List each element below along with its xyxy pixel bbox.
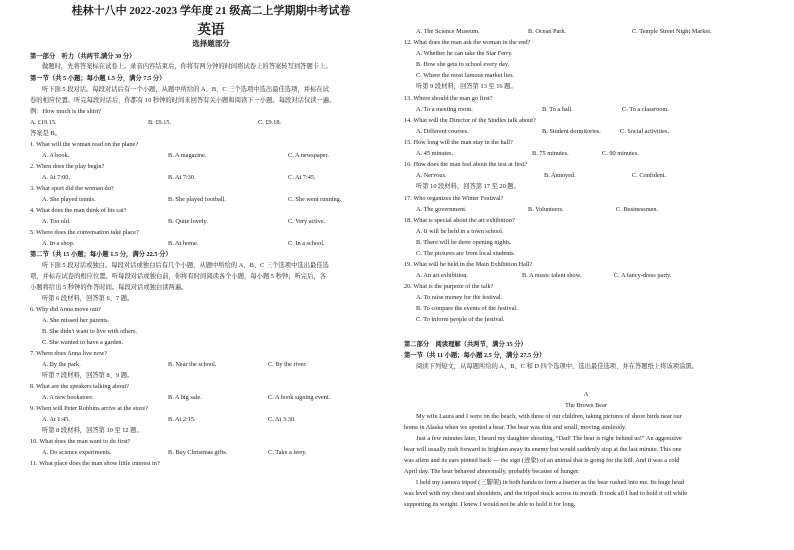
- passage-line: was silent and its ears pinned back — the sign (迹象) of an animal that is going for the kill. And it was a cold: [404, 457, 680, 464]
- option-15b: B. 75 minutes.: [532, 150, 569, 157]
- passage-line: April day. The bear behaved abnormally, probably because of hunger.: [404, 468, 580, 475]
- question-13: 13. Where should the man go first?: [404, 95, 493, 102]
- option-20b: B. To compare the events of the festival.: [416, 305, 518, 312]
- option-9b: B. At 2:15.: [168, 416, 196, 423]
- option-19b: B. A music talent show.: [522, 272, 582, 279]
- option-2c: C. At 7:45.: [288, 174, 316, 181]
- option-8a: A. A new bookstore.: [42, 394, 94, 401]
- sec2-instruction: 听下面 5 段对话或独白。每段对话或独白后有几个小题，从题中所给的 A、B、C 三个选项中选出最佳选: [42, 262, 329, 269]
- option-3a: A. She played tennis.: [42, 196, 96, 203]
- example-question: 例：How much is the shirt?: [30, 108, 102, 115]
- option-17a: A. The government.: [416, 206, 467, 213]
- exam-title: 桂林十八中 2022-2023 学年度 21 级高二上学期期中考试卷: [71, 5, 351, 17]
- option-2a: A. At 7:00.: [42, 174, 70, 181]
- listen-prompt-9: 听第 9 段材料，回答第 13 至 16 题。: [416, 83, 517, 90]
- option-11c: C. Temple Street Night Market.: [632, 28, 712, 35]
- option-9a: A. At 1:45.: [42, 416, 70, 423]
- option-2b: B. At 7:30.: [168, 174, 196, 181]
- option-13a: A. To a meeting room.: [416, 106, 473, 113]
- section-label: 选择题部分: [192, 39, 230, 48]
- option-12c: C. Where the most famous market lies.: [416, 72, 515, 79]
- option-15a: A. 45 minutes.: [416, 150, 454, 157]
- option-6a: A. She missed her parents.: [42, 317, 110, 324]
- subject-title: 英语: [197, 22, 225, 37]
- question-8: 8. What are the speakers talking about?: [30, 383, 130, 390]
- option-10b: B. Buy Christmas gifts.: [168, 449, 228, 456]
- question-19: 19. What will be held in the Main Exhibition Hall?: [404, 261, 533, 268]
- passage-line: supporting its weight. I knew I would not be able to hold it for long.: [404, 501, 576, 508]
- part1-heading: 第一部分 听力（共两节,满分 30 分）: [30, 53, 136, 60]
- question-3: 3. What sport did the woman do?: [30, 185, 114, 192]
- option-6c: C. She wanted to have a garden.: [42, 339, 124, 346]
- listen-prompt-7: 听第 7 段材料，回答第 8、9 题。: [42, 372, 134, 379]
- passage-label: A: [583, 391, 589, 398]
- option-5c: C. In a school.: [288, 240, 325, 247]
- passage-line: Just a few minutes later, I heard my daughter shouting, “Dad! The bear is right behind us!” An aggressive: [416, 435, 682, 442]
- option-14b: B. Student dormitories.: [542, 128, 601, 135]
- sec2-instruction: 小题将给出 5 秒钟的作答时间。每段对话或独白读两遍。: [30, 284, 188, 291]
- question-17: 17. Who organizes the Winter Festival?: [404, 195, 504, 202]
- passage-line: was level with my chest and shoulders, and the tripod stuck across its mouth. It took all I had to hold it off while: [404, 490, 688, 497]
- option-4b: B. Quite lovely.: [168, 218, 208, 225]
- listen-prompt-8: 听第 8 段材料，回答第 10 至 12 题。: [42, 427, 143, 434]
- question-2: 2. When does the play begin?: [30, 163, 105, 170]
- option-5a: A. In a shop.: [42, 240, 75, 247]
- sec1-instruction: 听下面 5 段对话。每段对话后有一个小题，从题中所给的 A、B、C 三个选项中选出最佳选项，并标在试: [42, 86, 329, 93]
- option-17b: B. Volunteers.: [528, 206, 564, 213]
- question-16: 16. How does the man feel about the test at first?: [404, 161, 528, 168]
- option-7c: C. By the river.: [268, 361, 307, 368]
- p2-sec1-heading: 第一节（共 11 小题；每小题 2.5 分，满分 27.5 分）: [404, 352, 546, 359]
- question-6: 6. Why did Anna move out?: [30, 306, 101, 313]
- option-16b: B. Annoyed.: [544, 172, 576, 179]
- option-16a: A. Nervous.: [416, 172, 447, 179]
- question-7: 7. Where does Anna live now?: [30, 350, 108, 357]
- question-14: 14. What will the Director of the Studies talk about?: [404, 117, 536, 124]
- option-1b: B. A magazine.: [168, 152, 207, 159]
- sec1-heading: 第一节（共 5 小题；每小题 1.5 分，满分 7.5 分）: [30, 75, 166, 82]
- sec2-heading: 第二节（共 15 小题；每小题 1.5 分，满分 22.5 分）: [30, 251, 172, 258]
- option-8c: C. A book signing event.: [268, 394, 331, 401]
- option-20c: C. To inform people of the festival.: [416, 316, 505, 323]
- part1-note: 做题时，先将答案标在试卷上。录音内容结束后，你将有两分钟的时间将试卷上的答案转写到答题卡上。: [42, 63, 332, 70]
- option-14a: A. Different courses.: [416, 128, 469, 135]
- option-6b: B. She didn't want to live with others.: [42, 328, 138, 335]
- passage-line: My wife Laura and I were on the beach, with three of our children, taking pictures of shore birds near our: [416, 413, 682, 420]
- example-option: C. £9.18.: [258, 119, 282, 126]
- option-11a: A. The Science Museum.: [416, 28, 480, 35]
- option-1c: C. A newspaper.: [288, 152, 329, 159]
- passage-line: bear will usually rush forward to frighten away its enemy but would suddenly stop at the last minute. This one: [404, 446, 682, 453]
- option-19a: A. An art exhibition.: [416, 272, 468, 279]
- option-9c: C. At 3:30.: [268, 416, 296, 423]
- option-3b: B. She played football.: [168, 196, 226, 203]
- option-12b: B. How she gets to school every day.: [416, 61, 510, 68]
- option-13b: B. To a hall.: [542, 106, 573, 113]
- question-15: 15. How long will the man stay in the hall?: [404, 139, 513, 146]
- question-20: 20. What is the purpose of the talk?: [404, 283, 494, 290]
- option-18b: B. There will be three opening nights.: [416, 239, 512, 246]
- sec2-instruction: 项，并标在试卷的相应位置。听每段对话或独白前，你将有时间阅读各个小题，每小题 5 秒钟；听完后，各: [30, 273, 326, 280]
- question-18: 18. What is special about the art exhibition?: [404, 217, 515, 224]
- listen-prompt-6: 听第 6 段材料，回答第 6、7 题。: [42, 295, 134, 302]
- option-7a: A. By the park.: [42, 361, 81, 368]
- option-7b: B. Near the school.: [168, 361, 217, 368]
- option-10a: A. Do science experiments.: [42, 449, 112, 456]
- example-option: B. £9.15.: [148, 119, 172, 126]
- option-15c: C. 90 minutes.: [602, 150, 639, 157]
- question-12: 12. What does the man ask the woman in the end?: [404, 39, 531, 46]
- option-5b: B. At home.: [168, 240, 199, 247]
- part2-heading: 第二部分 阅读理解（共两节，满分 35 分）: [404, 341, 527, 348]
- question-4: 4. What does the man think of his cat?: [30, 207, 127, 214]
- passage-title: The Brown Bear: [565, 402, 607, 409]
- option-13c: C. To a classroom.: [622, 106, 669, 113]
- option-18c: C. The pictures are from local students.: [416, 250, 516, 257]
- option-11b: B. Ocean Park.: [528, 28, 567, 35]
- option-8b: B. A big sale.: [168, 394, 202, 401]
- example-answer: 答案是 B。: [30, 130, 61, 137]
- option-20a: A. To raise money for the festival.: [416, 294, 503, 301]
- example-option: A. £19.15.: [30, 119, 57, 126]
- passage-line: home in Alaska when we spotted a bear. The bear was thin and small, moving aimlessly.: [404, 424, 627, 431]
- option-12a: A. Whether he can take the Star Ferry.: [416, 50, 513, 57]
- question-9: 9. When will Peter Robbins arrive at the store?: [30, 405, 148, 412]
- sec1-instruction: 卷的相应位置。听完每段对话后，你都有 10 秒钟的时间来回答有关小题和阅读下一小题。每段对话仅读一遍。: [30, 97, 336, 104]
- p2-sec1-instruction: 阅读下列短文，从每题所给的 A、B、C 和 D 四个选项中，选出最佳选项，并在答题纸上将该项涂黑。: [416, 363, 698, 370]
- question-10: 10. What does the man want to do first?: [30, 438, 131, 445]
- option-17c: C. Businessmen.: [616, 206, 659, 213]
- option-3c: C. She went running.: [288, 196, 342, 203]
- question-5: 5. Where does the conversation take place?: [30, 229, 139, 236]
- listen-prompt-10: 听第 10 段材料，回答第 17 至 20 题。: [416, 183, 520, 190]
- option-1a: A. A book.: [42, 152, 70, 159]
- option-4a: A. Too old.: [42, 218, 71, 225]
- option-10c: C. Take a ferry.: [268, 449, 307, 456]
- option-16c: C. Confident.: [632, 172, 667, 179]
- option-19c: C. A fancy-dress party.: [614, 272, 672, 279]
- option-14c: C. Social activities.: [620, 128, 669, 135]
- question-1: 1. What will the woman read on the plane?: [30, 141, 139, 148]
- option-18a: A. It will be held in a town school.: [416, 228, 504, 235]
- option-4c: C. Very active.: [288, 218, 326, 225]
- question-11: 11. What place does the man show little interest in?: [30, 460, 160, 467]
- passage-line: I held my camera tripod (三脚架) in both hands to form a barrier as the bear rushed into me. Its huge head: [416, 479, 684, 486]
